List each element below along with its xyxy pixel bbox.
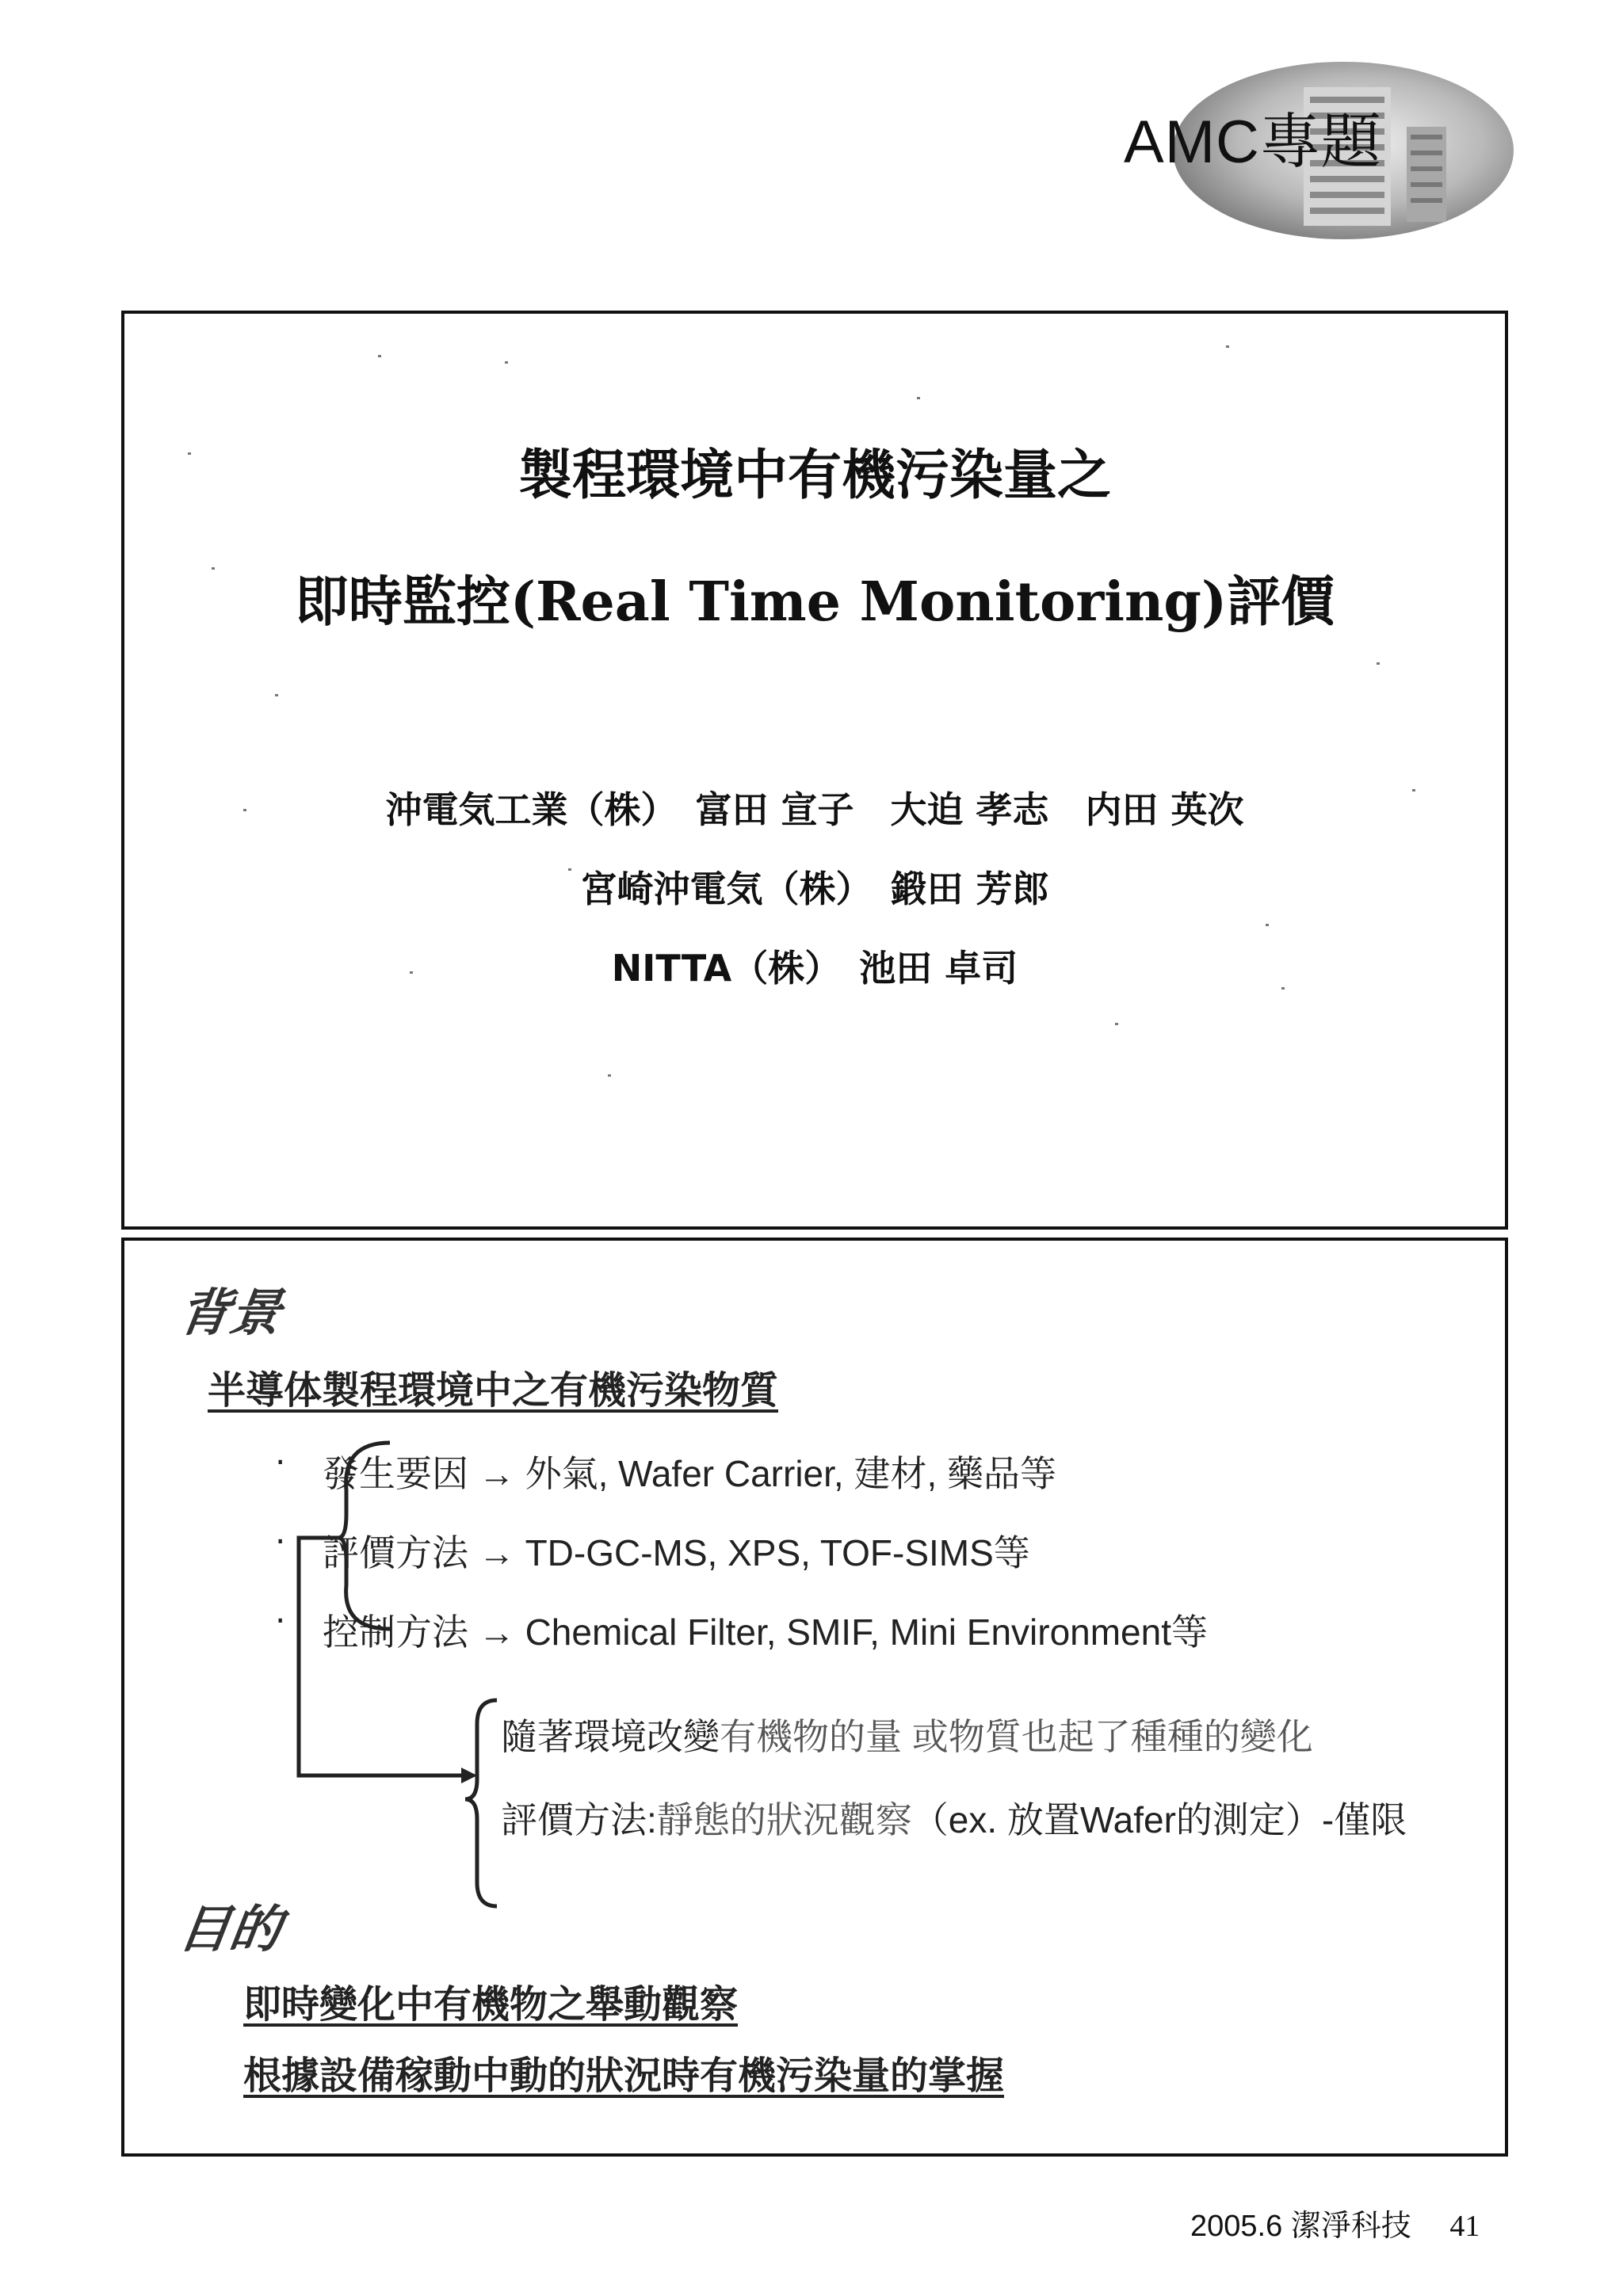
bracket-line-2-c: （ex. 放置Wafer的測定）-僅限 <box>911 1799 1407 1840</box>
slide-title-line1: 製程環境中有機污染量之 <box>517 444 1111 507</box>
slide-title-line2: 即時監控(Real Time Monitoring)評價 <box>294 570 1335 634</box>
bracket-line-1-a: 隨著環境改變 <box>501 1716 720 1757</box>
bracket-curly <box>457 1692 505 1930</box>
bullet-label: 評價方法 <box>323 1532 468 1573</box>
bullet-text: Chemical Filter, SMIF, Mini Environment等 <box>525 1611 1209 1653</box>
bullet-line-3 <box>323 1604 1208 1656</box>
scan-speck <box>378 355 381 357</box>
scan-speck <box>1281 987 1285 990</box>
bracket-line-2 <box>501 1791 1407 1844</box>
scan-speck <box>1266 924 1269 926</box>
footer-magazine: 潔淨科技 <box>1290 2210 1411 2243</box>
bullet-line-2 <box>323 1524 1030 1577</box>
slide-background-panel <box>121 1238 1508 2157</box>
bullet-dot-2: · <box>275 1522 286 1561</box>
bracket-line-1-b: 有機物的量 或物質也起了種種的變化 <box>720 1716 1313 1757</box>
bullet-label: 控制方法 <box>323 1611 468 1653</box>
arrow-right-icon: → <box>478 1611 515 1653</box>
bullet-label: 發生要因 <box>323 1453 468 1494</box>
purpose-item-2: 根據設備稼動中動的狀況時有機污染量的掌握 <box>243 2054 1005 2098</box>
background-topic: 半導体製程環境中之有機污染物質 <box>208 1368 779 1413</box>
bracket-line-2-b: 靜態的狀況觀察 <box>656 1799 912 1840</box>
author-line-2: 宮崎沖電気（株） 鍛田 芳郎 <box>580 868 1049 910</box>
bullet-dot-3: · <box>275 1601 286 1640</box>
bracket-line-1 <box>501 1708 1313 1760</box>
scan-speck <box>608 1074 611 1077</box>
purpose-item-1: 即時變化中有機物之舉動觀察 <box>243 1982 739 2027</box>
header-title: AMC專題 <box>1124 109 1382 176</box>
bullet-text: 外氣, Wafer Carrier, 建材, 藥品等 <box>525 1453 1057 1494</box>
author-line-1: 沖電気工業（株） 富田 宣子 大迫 孝志 内田 英次 <box>385 788 1244 831</box>
scan-speck <box>410 971 413 974</box>
bullet-dot-1: · <box>275 1443 286 1482</box>
scan-speck <box>505 361 508 364</box>
scan-speck <box>1226 345 1229 348</box>
footer-page-number: 41 <box>1449 2210 1480 2243</box>
bracket-line-2-a: 評價方法: <box>501 1799 657 1840</box>
arrow-right-icon: → <box>478 1453 515 1494</box>
author-line-3: NITTA（株） 池田 卓司 <box>611 947 1018 990</box>
scan-speck <box>1377 662 1380 665</box>
slide-title-panel <box>121 311 1508 1230</box>
bullet-text: TD-GC-MS, XPS, TOF-SIMS等 <box>525 1532 1030 1573</box>
scan-speck <box>568 868 571 871</box>
background-heading: 背景 <box>174 1284 285 1343</box>
scan-speck <box>917 397 920 399</box>
purpose-heading: 目的 <box>174 1901 285 1959</box>
scan-speck <box>1115 1023 1118 1025</box>
page-footer <box>1190 2201 1480 2245</box>
scan-speck <box>1412 789 1415 791</box>
bullet-line-1 <box>323 1445 1056 1497</box>
footer-issue: 2005.6 <box>1190 2210 1283 2243</box>
arrow-right-icon: → <box>478 1532 515 1573</box>
scan-speck <box>212 567 215 570</box>
scan-speck <box>275 694 278 696</box>
scan-speck <box>243 809 246 811</box>
scan-speck <box>188 452 191 455</box>
